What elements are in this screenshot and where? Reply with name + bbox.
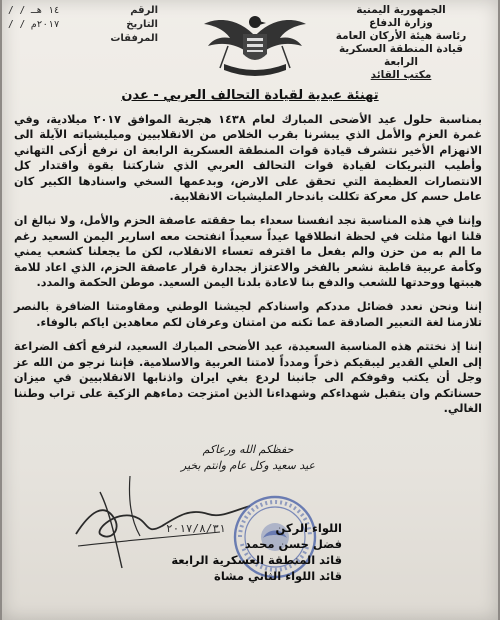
signatory-title-2: قائد اللواء الثاني مشاة [214, 569, 342, 583]
body-paragraph: إننا إذ نختتم هذه المناسبة السعيدة، عيد الأضحى المبارك السعيد، لنرفع أكف الضراعة إلى العلي القدير ليبقيكم ذخراً ومدداً لامتنا العربية والاسلامية. فإننا نرجو من الله عز وجل أن يكتب وقوفكم الى جانبنا لردع بغي ايران واذنابها الانقلابيين في ميزان حسناتكم وان يتقبل شهداءكم وشهداءنا الذين امتزجت دماءهم الزكية على تراب وطننا الغالي. [14, 340, 482, 415]
closing-greeting [108, 442, 388, 474]
signatory-rank: اللواء الركن [275, 521, 342, 535]
reference-label: الرقم [130, 5, 158, 16]
yemen-eagle-emblem-icon [200, 6, 310, 78]
reference-block [8, 4, 158, 46]
attachments-label: المرفقات [110, 33, 158, 44]
signatory-block [72, 520, 342, 584]
signatory-name: فضل حسن محمد [244, 537, 342, 551]
letterhead-line: قيادة المنطقة العسكرية الرابعة [338, 43, 464, 68]
body-paragraph: بمناسبة حلول عيد الأضحى المبارك لعام ١٤٣٨ هجرية الموافق ٢٠١٧ ميلادية، وفي غمرة العزم والأمل الذي يبشرنا بقرب الخلاص من الانقلابيين وميليشياته الآيلة الى الانهزام الأخير نتشرف قيادة قوات المنطقة العسكرية الرابعة ان نرفع أزكى التهاني وأطيب التبريكات لقيادة قوات التحالف العربي الذي شاركتنا بقوة واقتدار كل الانتصارات العظيمة التي تحقق على الارض، وبدعمها السخي واسنادها الكبير كان عامل حسم كل معركة تكللت باندحار المليشيات الانقلابية. [14, 113, 483, 204]
date-value: / / ٢٠١٧م [8, 19, 60, 30]
closing-line: حفظكم الله ورعاكم [202, 443, 294, 456]
letter-title: تهنئة عيدية لقيادة التحالف العربي - عدن [121, 88, 379, 103]
letter-body [14, 112, 482, 425]
handwritten-date: ٢٠١٧/٨/٣١ [166, 522, 226, 535]
body-paragraph: وإننا في هذه المناسبة نجد انفسنا سعداء بما حققته عاصفة الحزم والأمل، ولا نبالغ ان قلنا انها مثلت في لحظة انطلاقها عيداً سعيداً انفتحت معه اسارير اليمن السعيد رغم ما الم به من حزن والم بفعل ما اقترفه تعساء الانقلاب، لكن ما يجعلنا كشعب يمني وكأمة عربية قاطبة نشعر بالفخر والاعتزاز بجدارة قرار عاصفة الحزم، الذي اعاد للامة هيبتها ووحدتها للشعب والدفع بنا لاعادة بلدنا اليمن السعيد. موطن الحكمة والمدد. [14, 214, 482, 290]
letterhead-authority [326, 4, 476, 82]
signatory-title: قائد المنطقة العسكرية الرابعة [171, 553, 342, 567]
letterhead-line: وزارة الدفاع [369, 17, 433, 29]
date-label: التاريخ [126, 19, 158, 30]
letterhead-line: رئاسة هيئة الأركان العامة [335, 30, 467, 42]
body-paragraph: إننا ونحن نعدد فضائل مددكم واسنادكم لجيشنا الوطني ومقاومتنا الضافرة بالنصر تلازمنا لغة التعبير الصادقة عما تكنه من امتنان وعرفان لكم معاهدين اياكم بالوفاء. [14, 300, 482, 329]
letter-page [2, 0, 498, 620]
letterhead-line: مكتب القائد [370, 69, 432, 81]
letterhead-line: الجمهورية اليمنية [356, 4, 446, 16]
closing-line: عيد سعيد وكل عام وانتم بخير [181, 459, 315, 472]
hijri-date-value: / / ١٤ هـ [8, 5, 60, 16]
